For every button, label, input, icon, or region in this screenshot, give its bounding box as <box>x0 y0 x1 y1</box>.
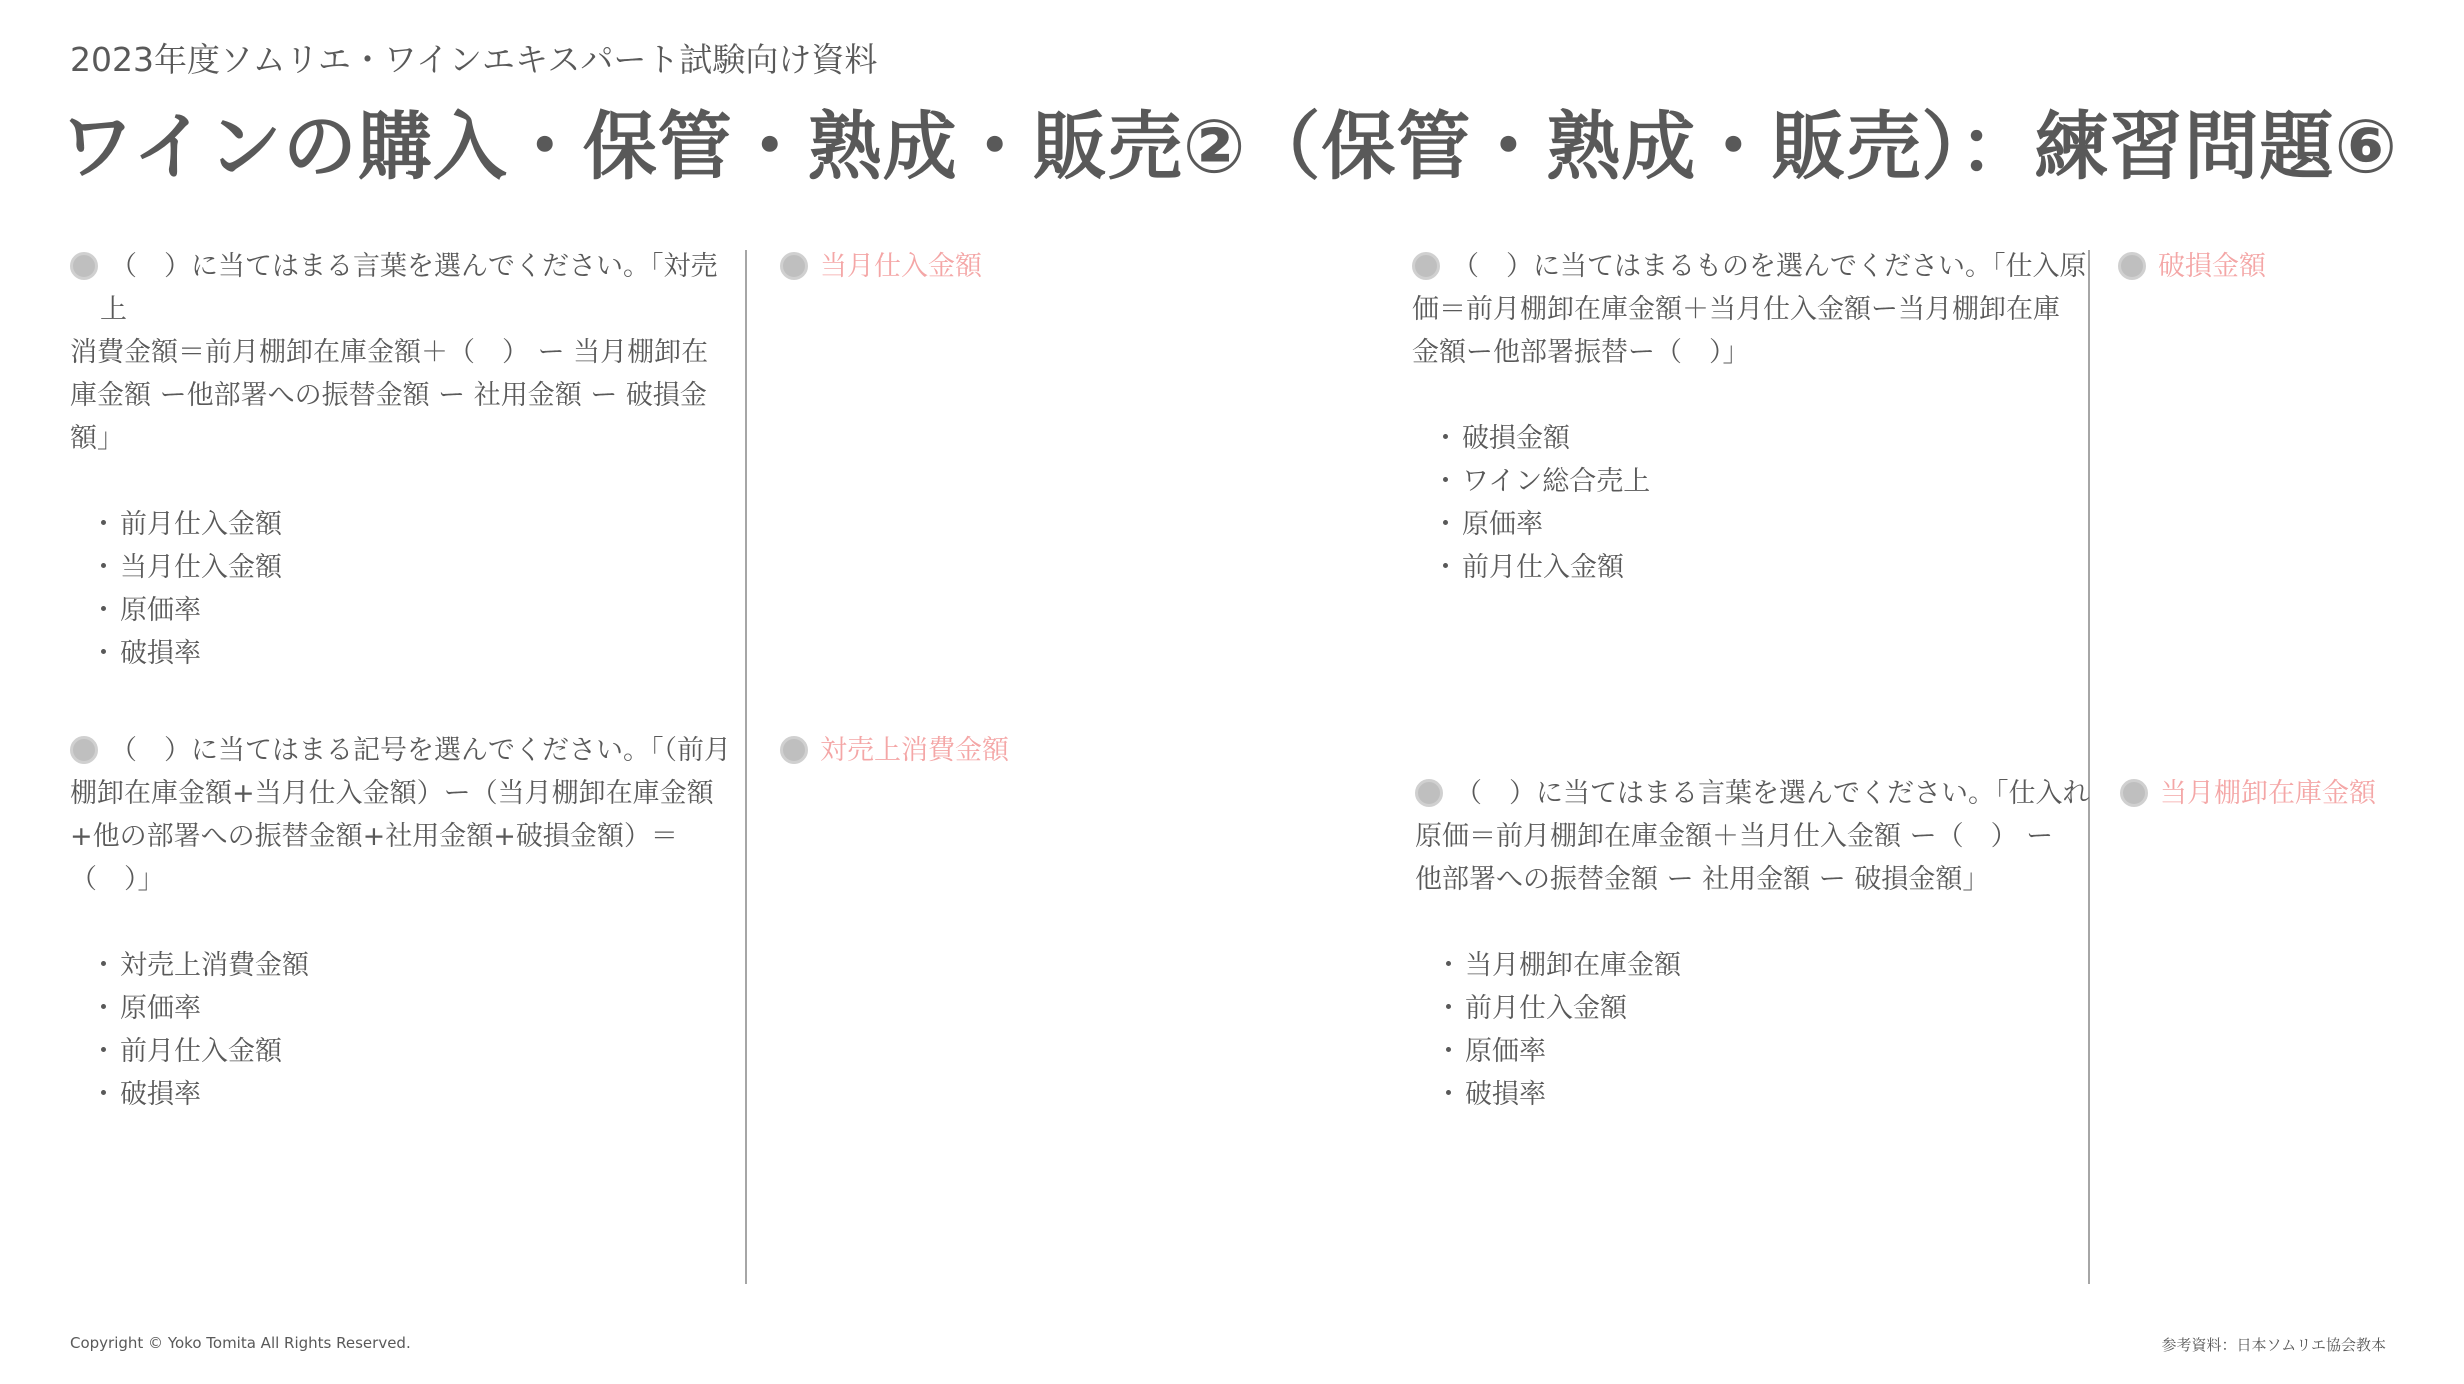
question-line: （ ）に当てはまる言葉を選んでください。「仕入れ <box>1455 778 2090 809</box>
question-line: 原価＝前月棚卸在庫金額＋当月仕入金額 ー（ ） ー <box>1415 821 2054 852</box>
option-item: ・ 対売上消費金額 <box>98 944 750 987</box>
answer-bullet-icon <box>2120 779 2148 807</box>
answer-text: 当月棚卸在庫金額 <box>2160 778 2376 809</box>
option-item: ・ 前月仕入金額 <box>98 1030 750 1073</box>
option-item: ・ 破損金額 <box>1440 417 2092 460</box>
answer-3 <box>2118 245 2266 288</box>
question-line: （ ）に当てはまるものを選んでください。「仕入原 <box>1452 251 2087 282</box>
answer-text: 当月仕入金額 <box>820 251 982 282</box>
question-line: 金額ー他部署振替ー（ ）」 <box>1412 337 1750 368</box>
answer-bullet-icon <box>780 736 808 764</box>
option-item: ・ 原価率 <box>1440 503 2092 546</box>
option-list <box>1415 944 2095 1116</box>
answer-4 <box>2120 772 2376 815</box>
question-line: 庫金額 ー他部署への振替金額 ー 社用金額 ー 破損金 <box>70 380 707 411</box>
option-list <box>70 944 750 1116</box>
question-bullet-icon <box>70 736 98 764</box>
option-list <box>70 503 740 675</box>
answer-bullet-icon <box>2118 252 2146 280</box>
option-item: ・ 破損率 <box>98 632 740 675</box>
option-item: ・ 当月棚卸在庫金額 <box>1443 944 2095 987</box>
question-1 <box>70 245 740 675</box>
answer-1 <box>780 245 982 288</box>
question-2 <box>70 729 750 1116</box>
question-line: （ ）に当てはまる言葉を選んでください。「対売上 <box>100 251 718 325</box>
question-line: （ ）に当てはまる記号を選んでください。「（前月 <box>110 735 731 766</box>
question-line: （ ）」 <box>70 864 165 895</box>
option-item: ・ 前月仕入金額 <box>98 503 740 546</box>
option-item: ・ 破損率 <box>98 1073 750 1116</box>
question-3 <box>1412 245 2092 589</box>
option-list <box>1412 417 2092 589</box>
question-4 <box>1415 772 2095 1116</box>
reference-note: 参考資料：日本ソムリエ協会教本 <box>2161 1336 2386 1354</box>
option-item: ・ 原価率 <box>98 987 750 1030</box>
question-text <box>70 245 740 460</box>
copyright-notice: Copyright © Yoko Tomita All Rights Reserved. <box>70 1334 411 1352</box>
option-item: ・ ワイン総合売上 <box>1440 460 2092 503</box>
option-item: ・ 前月仕入金額 <box>1440 546 2092 589</box>
answer-2 <box>780 729 1009 772</box>
question-line: 他部署への振替金額 ー 社用金額 ー 破損金額」 <box>1415 864 1990 895</box>
question-bullet-icon <box>70 252 98 280</box>
page-subtitle: 2023年度ソムリエ・ワインエキスパート試験向け資料 <box>70 40 878 79</box>
option-item: ・ 当月仕入金額 <box>98 546 740 589</box>
option-item: ・ 原価率 <box>1443 1030 2095 1073</box>
question-bullet-icon <box>1412 252 1440 280</box>
answer-text: 破損金額 <box>2158 251 2266 282</box>
question-line: 価＝前月棚卸在庫金額＋当月仕入金額ー当月棚卸在庫 <box>1412 294 2060 325</box>
option-item: ・ 破損率 <box>1443 1073 2095 1116</box>
question-line: 消費金額＝前月棚卸在庫金額＋（ ） ー 当月棚卸在 <box>70 337 709 368</box>
question-bullet-icon <box>1415 779 1443 807</box>
option-item: ・ 前月仕入金額 <box>1443 987 2095 1030</box>
question-line: 棚卸在庫金額+当月仕入金額）ー（当月棚卸在庫金額 <box>70 778 714 809</box>
option-item: ・ 原価率 <box>98 589 740 632</box>
question-line: +他の部署への振替金額+社用金額+破損金額）＝ <box>70 821 678 852</box>
question-text <box>1415 772 2095 901</box>
question-text <box>1412 245 2092 374</box>
question-text <box>70 729 750 901</box>
answer-bullet-icon <box>780 252 808 280</box>
question-line: 額」 <box>70 423 124 454</box>
answer-text: 対売上消費金額 <box>820 735 1009 766</box>
page-title: ワインの購入・保管・熟成・販売②（保管・熟成・販売）：練習問題⑥ <box>60 104 2399 190</box>
